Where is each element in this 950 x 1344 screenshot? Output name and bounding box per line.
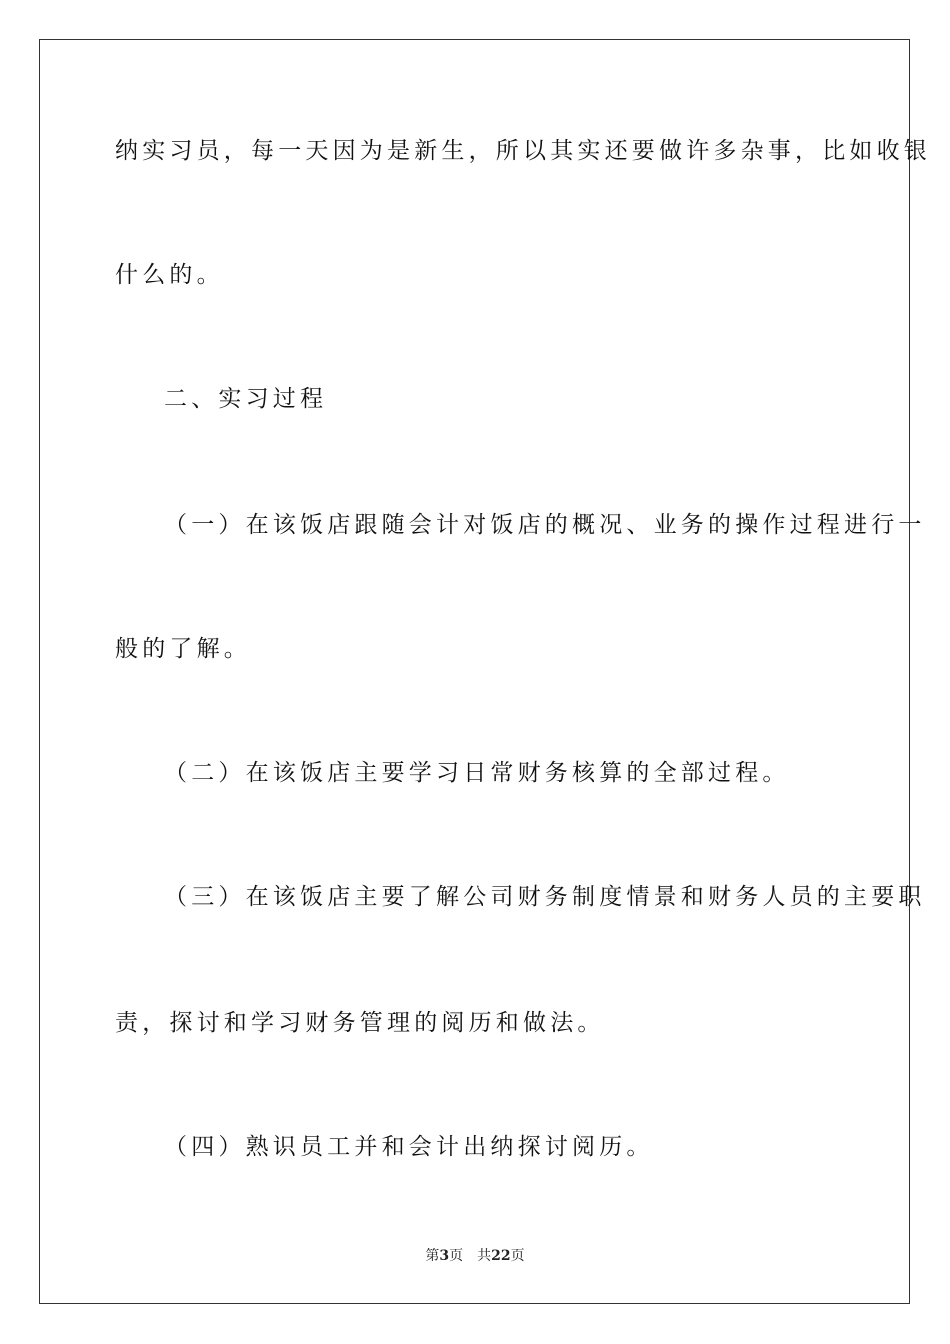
paragraph-line: 纳实习员，每一天因为是新生，所以其实还要做许多杂事，比如收银 (115, 138, 931, 164)
paragraph-line: 责，探讨和学习财务管理的阅历和做法。 (115, 1010, 605, 1036)
section-heading: 二、实习过程 (164, 386, 328, 412)
page-suffix: 页 (449, 1248, 464, 1264)
page-footer (0, 1247, 950, 1265)
total-pages: 22 (491, 1248, 511, 1264)
page-frame (39, 39, 910, 1304)
paragraph-line: （三）在该饭店主要了解公司财务制度情景和财务人员的主要职 (164, 884, 926, 910)
paragraph-line: （一）在该饭店跟随会计对饭店的概况、业务的操作过程进行一 (164, 512, 926, 538)
page-prefix: 第 (425, 1248, 440, 1264)
paragraph-line: （四）熟识员工并和会计出纳探讨阅历。 (164, 1134, 654, 1160)
page-number: 3 (439, 1248, 450, 1264)
total-prefix: 共 (477, 1248, 492, 1264)
paragraph-line: 般的了解。 (115, 636, 251, 662)
total-suffix: 页 (510, 1248, 525, 1264)
paragraph-line: （二）在该饭店主要学习日常财务核算的全部过程。 (164, 760, 790, 786)
paragraph-line: 什么的。 (115, 262, 224, 288)
